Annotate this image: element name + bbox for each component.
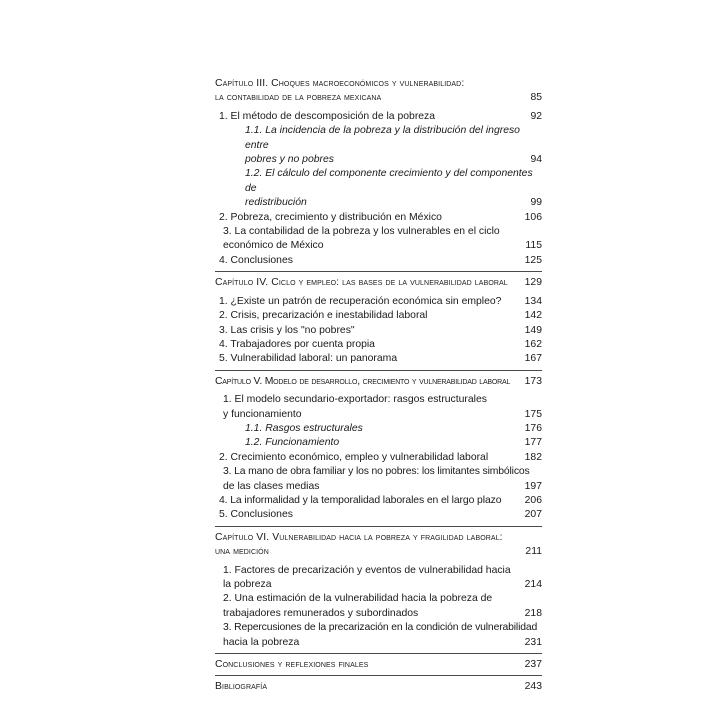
entry-text: hacia la pobreza xyxy=(223,636,300,648)
chapter-title-line: una medición xyxy=(215,546,269,558)
page-number: 92 xyxy=(530,110,542,122)
entry-text: 1. El método de descomposición de la pobreza xyxy=(219,110,436,122)
page-number: 115 xyxy=(525,240,542,252)
entry-text: 5. Vulnerabilidad laboral: un panorama xyxy=(219,353,398,365)
toc-entry xyxy=(215,324,542,338)
page-number: 106 xyxy=(524,211,542,223)
entry-text: 2. Pobreza, crecimiento y distribución en México xyxy=(219,211,442,223)
chapter-3 xyxy=(215,77,542,272)
entry-text: trabajadores remunerados y subordinados xyxy=(223,607,419,619)
page-number: 207 xyxy=(524,509,542,521)
entry-text: 1. El modelo secundario-exportador: rasgos estructurales xyxy=(223,394,487,406)
toc-entry xyxy=(215,451,542,465)
page-number: 243 xyxy=(524,681,542,693)
page-number: 162 xyxy=(524,338,542,350)
page-number: 214 xyxy=(524,579,542,590)
toc-entry xyxy=(215,338,542,352)
toc-entry xyxy=(215,592,542,621)
entry-text: 1.1. La incidencia de la pobreza y la distribución del ingreso entre xyxy=(245,125,520,151)
toc-entry xyxy=(215,621,542,650)
page-number: 182 xyxy=(524,451,542,463)
chapter-heading xyxy=(215,276,542,290)
page-number: 175 xyxy=(524,408,542,420)
page-number: 173 xyxy=(524,375,542,387)
toc-entry xyxy=(215,465,542,494)
chapter-heading xyxy=(215,77,542,106)
entry-text: 3. La contabilidad de la pobreza y los vulnerables en el ciclo xyxy=(223,226,500,238)
page-number: 94 xyxy=(530,154,542,166)
entry-text: 5. Conclusiones xyxy=(219,509,293,521)
toc-entry xyxy=(215,225,542,254)
page-number: 167 xyxy=(524,353,542,365)
page-number: 129 xyxy=(524,277,542,289)
toc-entry xyxy=(215,564,542,593)
toc-entry xyxy=(215,211,542,225)
toc-entry xyxy=(215,393,542,422)
entry-text: 2. Crecimiento económico, empleo y vulnerabilidad laboral xyxy=(219,451,489,463)
entry-text: 1.2. Funcionamiento xyxy=(245,437,340,449)
entry-text: pobres y no pobres xyxy=(245,154,334,166)
chapter-heading xyxy=(215,375,542,389)
toc-entry xyxy=(215,508,542,522)
section-title: Conclusiones y reflexiones finales xyxy=(215,659,369,671)
entry-text: 2. Una estimación de la vulnerabilidad hacia la pobreza de xyxy=(223,593,493,605)
page-number: 99 xyxy=(530,197,542,209)
chapter-6 xyxy=(215,531,542,654)
chapter-title-line: Capítulo V. Modelo de desarrollo, crecimiento y vulnerabilidad laboral xyxy=(215,375,511,387)
entry-text: la pobreza xyxy=(223,579,272,590)
page-number: 134 xyxy=(524,295,542,307)
toc-entry xyxy=(215,352,542,366)
entry-text: 4. Trabajadores por cuenta propia xyxy=(219,338,375,350)
closing-conclusions xyxy=(215,658,542,676)
toc-entry xyxy=(215,295,542,309)
chapter-heading xyxy=(215,531,542,560)
entry-text: redistribución xyxy=(245,197,307,209)
toc-subentry xyxy=(215,436,542,450)
chapter-title-line: Capítulo III. Choques macroeconómicos y vulnerabilidad: xyxy=(215,78,465,89)
chapter-4 xyxy=(215,276,542,370)
page-number: 142 xyxy=(524,310,542,322)
chapter-title-line: la contabilidad de la pobreza mexicana xyxy=(215,92,382,104)
closing-bibliography xyxy=(215,680,542,697)
table-of-contents xyxy=(215,74,542,702)
page-number: 237 xyxy=(524,659,542,671)
entry-text: 4. La informalidad y la temporalidad laborales en el largo plazo xyxy=(219,494,502,506)
entry-text: 3. La mano de obra familiar y los no pobres: los limitantes simbólicos xyxy=(223,466,530,478)
page-number: 125 xyxy=(524,254,542,266)
entry-text: 2. Crisis, precarización e inestabilidad laboral xyxy=(219,310,428,322)
toc-subentry xyxy=(215,167,542,210)
chapter-title-line: Capítulo IV. Ciclo y empleo: las bases de la vulnerabilidad laboral xyxy=(215,277,508,289)
chapter-5 xyxy=(215,375,542,527)
entry-text: 1. Factores de precarización y eventos de vulnerabilidad hacia xyxy=(223,564,511,576)
toc-entry xyxy=(215,110,542,124)
entry-text: 3. Las crisis y los "no pobres" xyxy=(219,324,355,336)
entry-text: de las clases medias xyxy=(223,480,320,492)
page-number: 197 xyxy=(524,480,542,492)
page-number: 149 xyxy=(524,324,542,336)
toc-subentry xyxy=(215,124,542,167)
entry-text: 4. Conclusiones xyxy=(219,254,293,266)
page-number: 206 xyxy=(524,494,542,506)
toc-entry xyxy=(215,494,542,508)
entry-text: 1.1. Rasgos estructurales xyxy=(245,422,363,434)
toc-entry xyxy=(215,254,542,268)
page-number: 177 xyxy=(524,437,542,449)
section-title: Bibliografía xyxy=(215,681,268,693)
entry-text: 1. ¿Existe un patrón de recuperación económica sin empleo? xyxy=(219,295,502,307)
toc-entry xyxy=(215,309,542,323)
page-number: 231 xyxy=(524,636,542,648)
entry-text: 1.2. El cálculo del componente crecimiento y del componentes de xyxy=(245,168,533,194)
chapter-title-line: Capítulo VI. Vulnerabilidad hacia la pobreza y fragilidad laboral: xyxy=(215,531,503,543)
toc-subentry xyxy=(215,422,542,436)
page-number: 85 xyxy=(530,92,542,104)
page-number: 176 xyxy=(524,422,542,434)
page-number: 211 xyxy=(525,546,542,558)
entry-text: y funcionamiento xyxy=(223,408,302,420)
entry-text: 3. Repercusiones de la precarización en la condición de vulnerabilidad xyxy=(223,622,538,634)
entry-text: económico de México xyxy=(223,240,324,252)
page-number: 218 xyxy=(524,607,542,619)
